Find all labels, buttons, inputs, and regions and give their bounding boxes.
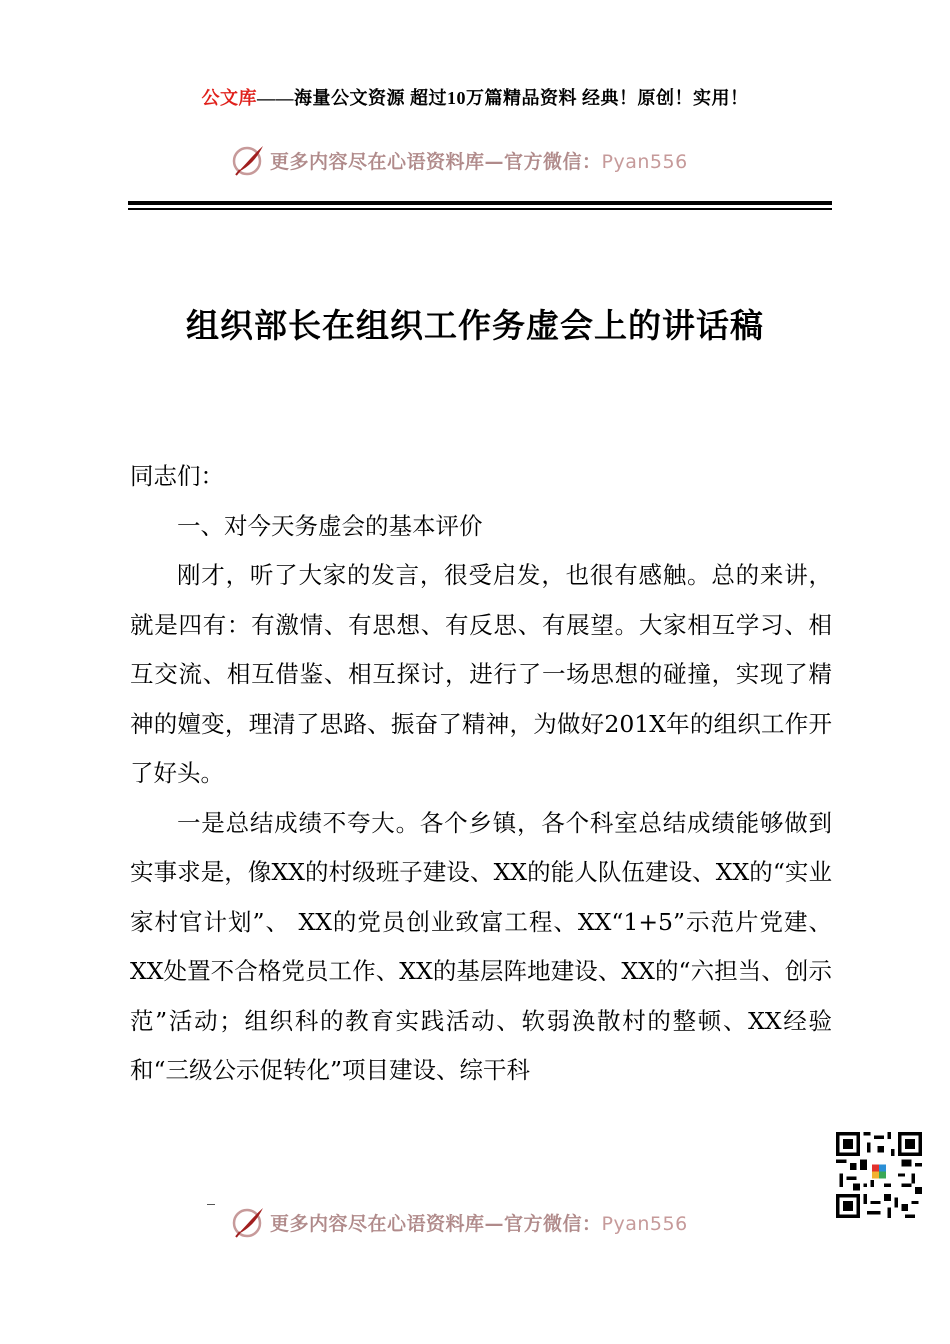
wechat-id: Pyan556: [601, 1212, 688, 1235]
header-rule-thin: [128, 208, 832, 210]
quill-logo-icon: [230, 142, 266, 178]
header-rule-thick: [128, 201, 832, 205]
body-paragraph: 刚才，听了大家的发言，很受启发，也很有感触。总的来讲，就是四有：有激情、有思想、有反思、有展望。大家相互学习、相互交流、相互借鉴、相互探讨，进行了一场思想的碰撞，实现了精神的嬗变，理清了思路、振奋了精神，为做好201X年的组织工作开了好头。: [130, 561, 832, 787]
footer-dash: [207, 1204, 215, 1205]
promo-banner-bottom: [230, 1202, 688, 1242]
promo-label: 更多内容尽在心语资料库—官方微信：: [270, 1212, 602, 1235]
brand-name: 公文库: [201, 88, 257, 108]
salutation: 同志们：: [130, 462, 224, 490]
wechat-id: Pyan556: [601, 150, 688, 173]
promo-label: 更多内容尽在心语资料库—官方微信：: [270, 150, 602, 173]
document-title: 组织部长在组织工作务虚会上的讲话稿: [186, 306, 764, 345]
section-heading: 一、对今天务虚会的基本评价: [177, 511, 483, 540]
document-body: [130, 452, 832, 1096]
promo-text: [270, 1209, 688, 1236]
header-banner: [0, 84, 950, 110]
promo-banner-top: [230, 140, 688, 180]
promo-text: [270, 147, 688, 174]
quill-logo-icon: [230, 1204, 266, 1240]
body-paragraph: 一是总结成绩不夸大。各个乡镇，各个科室总结成绩能够做到实事求是，像XX的村级班子建设、XX的能人队伍建设、XX的“实业家村官计划”、 XX的党员创业致富工程、XX“1+5”示范片党建、XX处置不合格党员工作、XX的基层阵地建设、XX的“六担当、创示范”活动；组织科的教育实践活动、软弱涣散村的整顿、XX经验和“三级公示促转化”项目建设、综干科: [130, 808, 832, 1084]
qr-code-icon: [836, 1132, 922, 1218]
header-tagline: ——海量公文资源 超过10万篇精品资料 经典！原创！实用！: [257, 88, 749, 108]
